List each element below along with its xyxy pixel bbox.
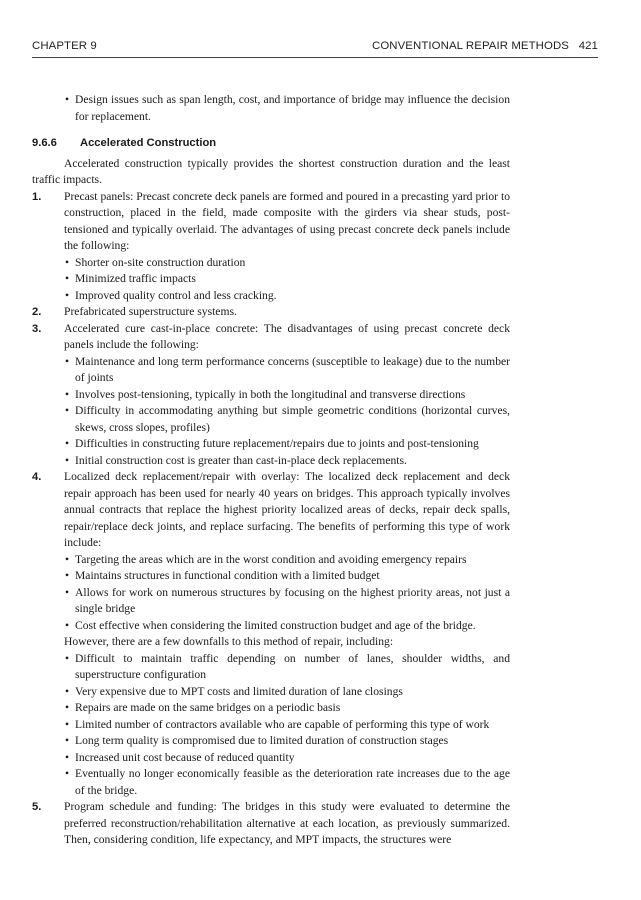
- chapter-label: CHAPTER 9: [32, 40, 97, 52]
- list-item: • Shorter on-site construction duration: [65, 255, 246, 269]
- intro-bullet: • Design issues such as span length, cost, and importance of bridge may influence the decision for replacement.: [65, 93, 510, 123]
- list-item: • Eventually no longer economically feasible as the deterioration rate increases due to the age of the bridge.: [65, 767, 510, 797]
- list-item: • Maintenance and long term performance concerns (susceptible to leakage) due to the number of joints: [65, 354, 510, 384]
- list-item: • Involves post-tensioning, typically in both the longitudinal and transverse directions: [65, 387, 466, 401]
- item-number: 2.: [32, 306, 42, 318]
- list-item: • Allows for work on numerous structures by focusing on the highest priority areas, not just a single bridge: [65, 585, 510, 615]
- list-item: • Repairs are made on the same bridges on a periodic basis: [65, 701, 341, 714]
- item-text: Localized deck replacement/repair with overlay: The localized deck replacement and deck repair approach has been used for nearly 40 years on bridges. This approach typically involves annual contracts that replace the highest priority localized areas of decks, repair deck spalls, repair/replace deck joints, and replace surfacing. The benefits of performing this type of work include:: [64, 470, 510, 549]
- numbered-item-5: [32, 799, 510, 849]
- header-rule: [32, 57, 598, 58]
- list-item: • Maintains structures in functional condition with a limited budget: [65, 569, 380, 582]
- item-followup: However, there are a few downfalls to this method of repair, including:: [64, 635, 394, 648]
- item-number: 1.: [32, 190, 42, 203]
- page-number: 421: [578, 40, 598, 52]
- list-item: • Difficulties in constructing future replacement/repairs due to joints and post-tensioning: [65, 437, 479, 450]
- list-item: • Limited number of contractors available who are capable of performing this type of work: [65, 717, 490, 731]
- list-item: • Difficult to maintain traffic depending on number of lanes, shoulder widths, and superstructure configuration: [65, 651, 510, 681]
- item-text: Precast panels: Precast concrete deck panels are formed and poured in a precasting yard prior to construction, placed in the field, made composite with the girders via shear studs, post-tensioned and typically overlaid. The advantages of using precast concrete deck panels include the following:: [64, 189, 510, 252]
- item-text: Prefabricated superstructure systems.: [64, 305, 237, 318]
- page-body: [32, 92, 510, 849]
- bullet-mark: •: [65, 93, 70, 106]
- list-item: • Improved quality control and less cracking.: [65, 288, 277, 302]
- numbered-item-2: [32, 304, 510, 321]
- item-number: 4.: [32, 471, 42, 483]
- list-item: • Difficulty in accommodating anything but simple geometric conditions (horizontal curves, skews, cross slopes, profiles): [65, 404, 510, 434]
- list-item: • Initial construction cost is greater than cast-in-place deck replacements.: [65, 453, 407, 467]
- list-item: • Long term quality is compromised due to limited duration of construction stages: [65, 734, 449, 747]
- list-item: • Minimized traffic impacts: [65, 272, 196, 285]
- numbered-item-4: [32, 469, 510, 552]
- section-title: Accelerated Construction: [80, 137, 217, 149]
- section-heading: [32, 135, 510, 152]
- list-item: • Very expensive due to MPT costs and limited duration of lane closings: [65, 684, 403, 698]
- item-text: Accelerated cure cast-in-place concrete: The disadvantages of using precast concrete deck panels include the following:: [64, 321, 510, 351]
- item-number: 3.: [32, 322, 42, 335]
- item-number: 5.: [32, 801, 42, 813]
- list-item: • Targeting the areas which are in the worst condition and avoiding emergency repairs: [65, 552, 467, 566]
- list-item: • Cost effective when considering the limited construction budget and age of the bridge.: [65, 618, 476, 632]
- chapter-title: CONVENTIONAL REPAIR METHODS: [372, 40, 569, 52]
- item-text: Program schedule and funding: The bridges in this study were evaluated to determine the preferred reconstruction/rehabilitation alternative at each location, as previously summarized. Then, considering condition, life expectancy, and MPT impacts, the structures were: [64, 800, 510, 846]
- section-number: 9.6.6: [32, 137, 57, 149]
- numbered-item-3: [32, 321, 510, 354]
- list-item: • Increased unit cost because of reduced quantity: [65, 750, 295, 764]
- section-intro: Accelerated construction typically provides the shortest construction duration and the least traffic impacts.: [32, 156, 510, 186]
- running-header: [32, 40, 598, 58]
- numbered-item-1: [32, 189, 510, 255]
